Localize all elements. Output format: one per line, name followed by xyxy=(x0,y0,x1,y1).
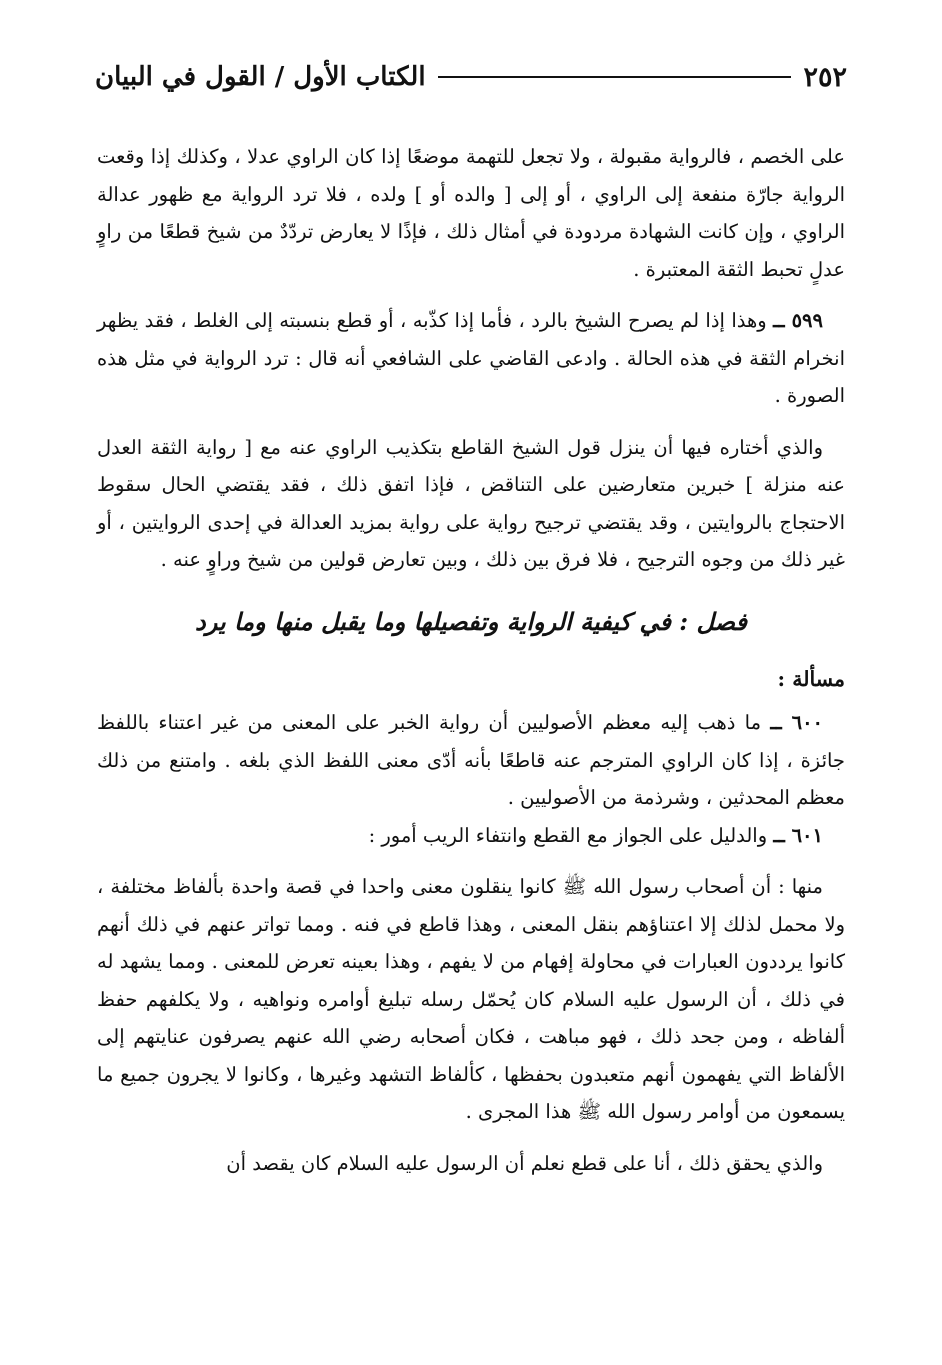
paragraph-600 xyxy=(97,704,845,817)
header-title: الكتاب الأول / القول في البيان xyxy=(95,62,426,92)
page-number: ٢٥٢ xyxy=(803,61,847,93)
paragraph-number-601: ٦٠١ ــ xyxy=(773,823,823,847)
paragraph-6: منها : أن أصحاب رسول الله ﷺ كانوا ينقلون معنى واحدا في قصة واحدة بألفاظ مختلفة ، ولا محمل لذلك إلا اعتناؤهم بنقل المعنى ، وهذا قاطع في فنه . ومما تواتر عنهم في ذلك أنهم كانوا يرددون العبارات في محاولة إفهام من لا يفهم ، وهذا بعينه تعرض للمعنى . ومما يشهد له في ذلك ، أن الرسول عليه السلام كان يُحمّل رسله تبليغ أوامره ونواهيه ، ولا يكلفهم حفظ ألفاظه ، ومن جحد ذلك ، فهو مباهت ، فكان أصحابه رضي الله عنهم يصرفون عنايتهم إلى الألفاظ التي يفهمون أنهم متعبدون بحفظها ، كألفاظ التشهد وغيرها ، وكانوا لا يجرون جميع ما يسمعون من أوامر رسول الله ﷺ هذا المجرى . xyxy=(97,875,845,1123)
paragraph-number-600: ٦٠٠ ــ xyxy=(770,711,824,734)
running-header xyxy=(95,55,847,99)
paragraph-1: على الخصم ، فالرواية مقبولة ، ولا تجعل للتهمة موضعًا إذا كان الراوي عدلا ، وكذلك إذا وقعت الرواية جارّة منفعة إلى الراوي ، أو إلى [ والده أو ] ولده ، فلا ترد الرواية مع ظهور عدالة الراوي ، وإن كانت الشهادة مردودة في أمثال ذلك ، فإذًا لا يعارض تردّدٌ من شيخ قطعًا من راوٍ عدلٍ تحبط الثقة المعتبرة . xyxy=(97,145,845,281)
masala-heading: مسألة : xyxy=(777,666,845,691)
header-rule xyxy=(438,76,792,78)
paragraph-601-text: والدليل على الجواز مع القطع وانتفاء الريب أمور : xyxy=(368,823,768,847)
paragraph-number-599: ٥٩٩ ــ xyxy=(773,309,823,332)
section-title: فصل : في كيفية الرواية وتفصيلها وما يقبل منها وما يرد xyxy=(195,606,747,636)
paragraph-7: والذي يحقق ذلك ، أنا على قطع نعلم أن الرسول عليه السلام كان يقصد أن xyxy=(226,1151,823,1175)
paragraph-601 xyxy=(97,817,845,855)
page-body xyxy=(97,138,845,1182)
paragraph-599 xyxy=(97,302,845,415)
paragraph-3: والذي أختاره فيها أن ينزل قول الشيخ القاطع بتكذيب الراوي عنه مع [ رواية الثقة العدل عنه منزلة ] خبرين متعارضين على التناقض ، فإذا اتفق ذلك ، فقد يقتضي الحال سقوط الاحتجاج بالروايتين ، وقد يقتضي ترجيح رواية على رواية بمزيد العدالة في إحدى الروايتين ، أو غير ذلك من وجوه الترجيح ، فلا فرق بين ذلك ، وبين تعارض قولين من شيخ وراوٍ عنه . xyxy=(97,435,845,571)
paragraph-600-text: ما ذهب إليه معظم الأصوليين أن رواية الخبر على المعنى من غير اعتناء باللفظ جائزة ، إذا كان الراوي المترجم عنه قاطعًا بأنه أدّى معنى اللفظ الذي بلغه . وامتنع من ذلك معظم المحدثين ، وشرذمة من الأصوليين . xyxy=(97,711,845,809)
paragraph-599-text: وهذا إذا لم يصرح الشيخ بالرد ، فأما إذا كذّبه ، أو قطع بنسبته إلى الغلط ، فقد يظهر انخرام الثقة في هذه الحالة . وادعى القاضي على الشافعي أنه قال : ترد الرواية في مثل هذه الصورة . xyxy=(97,309,845,407)
